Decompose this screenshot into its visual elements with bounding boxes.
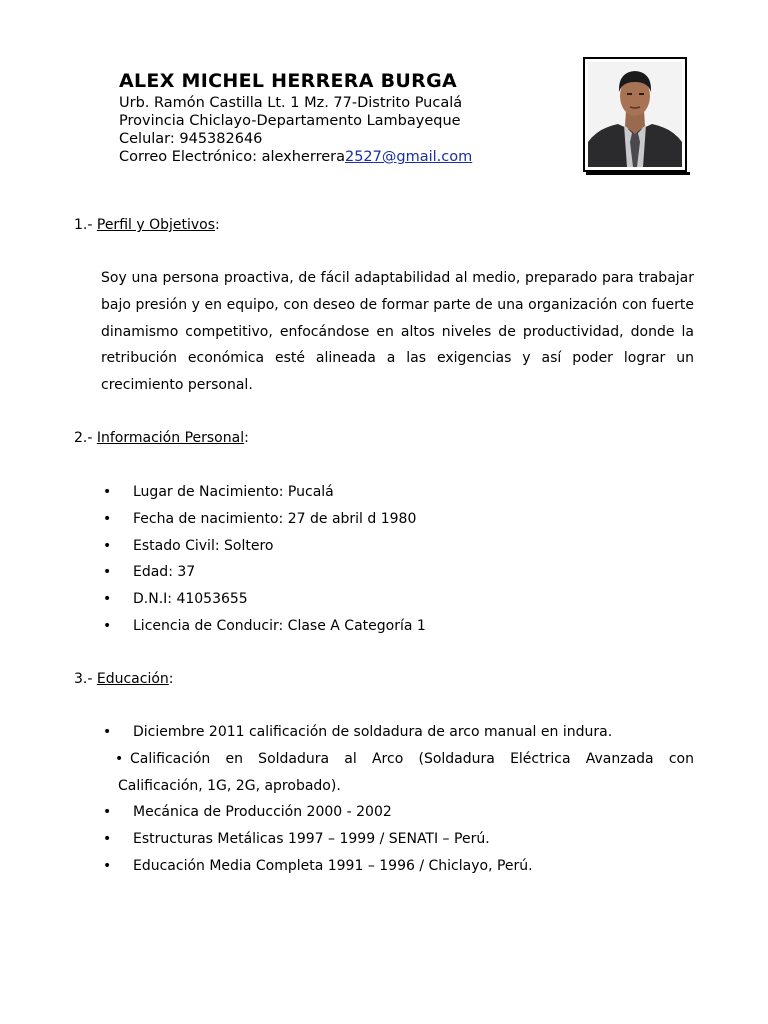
section-heading: Información Personal: [96, 430, 245, 446]
phone: Celular: 945382646: [119, 131, 263, 147]
header: [119, 68, 559, 166]
email-line: [119, 148, 559, 166]
list-item: • Estructuras Metálicas 1997 – 1999 / SENATI – Perú.: [101, 826, 694, 853]
section-number: 3.-: [74, 671, 93, 687]
section-number: 2.-: [74, 430, 93, 446]
address-line-1: Urb. Ramón Castilla Lt. 1 Mz. 77-Distrito Pucalá: [119, 95, 463, 111]
list-item: • Lugar de Nacimiento: Pucalá: [101, 479, 694, 506]
candidate-name: ALEX MICHEL HERRERA BURGA: [119, 70, 457, 92]
address-line-2: Provincia Chiclayo-Departamento Lambayeque: [119, 113, 461, 129]
section-title-profile: 1.- Perfil y Objetivos:: [74, 217, 220, 233]
section-title-education: 3.- Educación:: [74, 671, 174, 687]
profile-photo: [588, 62, 682, 167]
education-list: [101, 719, 694, 880]
list-item: • Estado Civil: Soltero: [101, 533, 694, 560]
list-item: • Edad: 37: [101, 559, 694, 586]
list-item: • Licencia de Conducir: Clase A Categoría 1: [101, 613, 694, 640]
section-number: 1.-: [74, 217, 93, 233]
list-item: • Calificación en Soldadura al Arco (Soldadura Eléctrica Avanzada con Calificación, 1G, 2G, aprobado).: [101, 746, 694, 800]
personal-info-list: [101, 479, 694, 640]
list-item: • D.N.I: 41053655: [101, 586, 694, 613]
section-heading: Educación: [96, 671, 169, 687]
section-heading: Perfil y Objetivos: [96, 217, 216, 233]
profile-paragraph: Soy una persona proactiva, de fácil adaptabilidad al medio, preparado para trabajar bajo presión y en equipo, con deseo de formar parte de una organización con fuerte dinamismo competitivo, enfocándose en altos niveles de productividad, donde la retribución económica esté alineada a las exigencias y así poder lograr un crecimiento personal.: [101, 270, 694, 394]
email-label: Correo Electrónico: alexherrera: [119, 149, 345, 165]
section-title-personal-info: 2.- Información Personal:: [74, 430, 249, 446]
list-item: • Fecha de nacimiento: 27 de abril d 1980: [101, 506, 694, 533]
email-link[interactable]: 2527@gmail.com: [344, 149, 473, 165]
list-item: • Mecánica de Producción 2000 - 2002: [101, 799, 694, 826]
photo-frame: [583, 57, 687, 172]
list-item: • Diciembre 2011 calificación de soldadura de arco manual en indura.: [101, 719, 694, 746]
list-item: • Educación Media Completa 1991 – 1996 / Chiclayo, Perú.: [101, 853, 694, 880]
